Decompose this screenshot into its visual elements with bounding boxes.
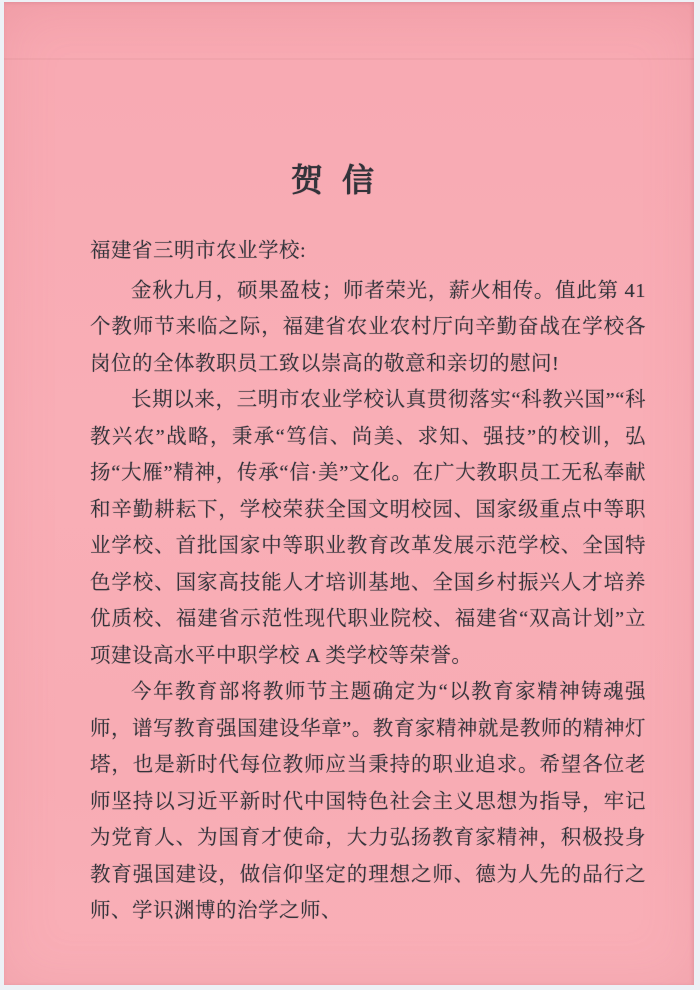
paper-fold-line: [4, 58, 694, 60]
letter-paper: [4, 2, 694, 985]
paragraph-greeting: 金秋九月，硕果盈枝；师者荣光，薪火相传。值此第 41 个教师节来临之际，福建省农业农村厅向辛勤奋战在学校各岗位的全体教职员工致以崇高的敬意和亲切的慰问!: [90, 279, 646, 375]
paragraph-school-achievements: 长期以来，三明市农业学校认真贯彻落实“科教兴国”“科教兴农”战略，秉承“笃信、尚美、求知、强技”的校训，弘扬“大雁”精神，传承“信·美”文化。在广大教职员工无私奉献和辛勤耕耘下，学校荣获全国文明校园、国家级重点中等职业学校、首批国家中等职业教育改革发展示范学校、全国特色学校、国家高技能人才培训基地、全国乡村振兴人才培养优质校、福建省示范性现代职业院校、福建省“双高计划”立项建设高水平中职学校 A 类学校等荣誉。: [90, 389, 646, 667]
paragraph-teachers-day-theme: 今年教育部将教师节主题确定为“以教育家精神铸魂强师，谱写教育强国建设华章”。教育家精神就是教师的精神灯塔，也是新时代每位教师应当秉持的职业追求。希望各位老师坚持以习近平新时代中国特色社会主义思想为指导，牢记为党育人、为国育才使命，大力弘扬教育家精神，积极投身教育强国建设，做信仰坚定的理想之师、德为人先的品行之师、学识渊博的治学之师、: [90, 681, 646, 922]
letter-body: [90, 233, 646, 930]
letter-title: 贺 信: [290, 162, 375, 198]
salutation-line: 福建省三明市农业学校:: [90, 240, 307, 262]
